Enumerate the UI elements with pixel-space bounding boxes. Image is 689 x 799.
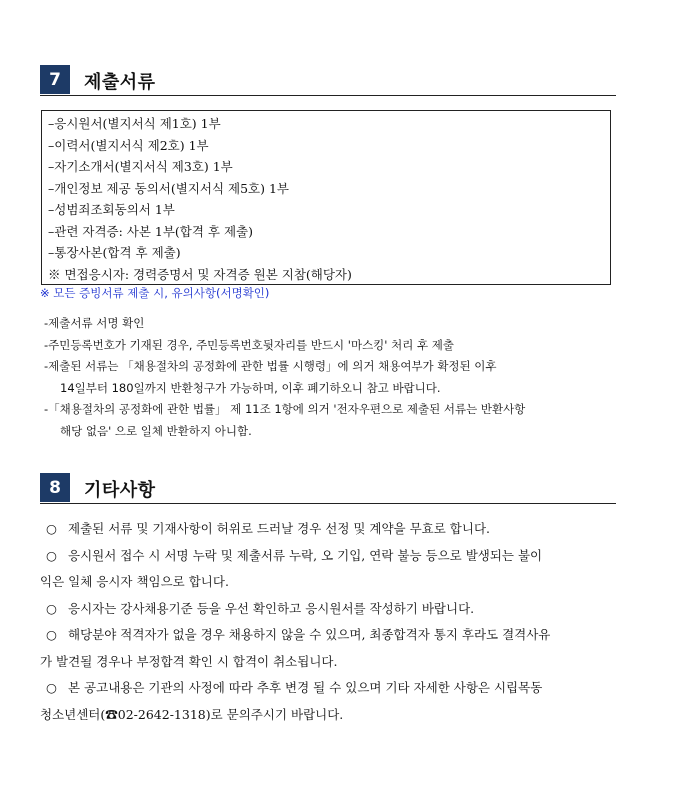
other-matters-line — [40, 516, 620, 543]
other-matters-line — [40, 622, 620, 649]
required-documents-box — [41, 110, 611, 285]
other-matters-line — [40, 543, 620, 570]
circle-bullet-icon: ○ — [46, 547, 57, 563]
other-matters-text: 제출된 서류 및 기재사항이 허위로 드러날 경우 선정 및 계약을 무효로 합니다. — [68, 521, 491, 536]
section-7-header — [40, 65, 616, 96]
blue-notice: ※ 모든 증빙서류 제출 시, 유의사항(서명확인) — [40, 286, 270, 300]
document-item: –통장사본(합격 후 제출) — [48, 245, 181, 260]
section-title: 제출서류 — [84, 72, 156, 93]
other-matters-text: 응시원서 접수 시 서명 누락 및 제출서류 누락, 오 기입, 연락 불능 등으로 발생되는 불이 — [68, 547, 543, 563]
other-matters-line — [40, 569, 620, 596]
other-matters-list — [40, 516, 620, 728]
document-item: –관련 자격증: 사본 1부(합격 후 제출) — [48, 223, 254, 239]
document-item: –응시원서(별지서식 제1호) 1부 — [48, 116, 221, 131]
note-line: 해당 없음' 으로 일체 반환하지 아니함. — [60, 423, 252, 438]
section-title: 기타사항 — [84, 480, 156, 501]
document-item: ※ 면접응시자: 경력증명서 및 자격증 원본 지참(해당자) — [48, 266, 352, 282]
other-matters-line — [40, 596, 620, 623]
document-item: –이력서(별지서식 제2호) 1부 — [48, 137, 209, 153]
circle-bullet-icon: ○ — [46, 680, 57, 695]
other-matters-line — [40, 675, 620, 702]
section-number-badge: 8 — [40, 473, 70, 502]
circle-bullet-icon: ○ — [46, 521, 57, 536]
other-matters-line — [40, 649, 620, 676]
note-line: 14일부터 180일까지 반환청구가 가능하며, 이후 폐기하오니 참고 바랍니다. — [60, 380, 441, 395]
document-item: –성범죄조회동의서 1부 — [48, 202, 175, 217]
document-item: –개인정보 제공 동의서(별지서식 제5호) 1부 — [48, 180, 290, 196]
other-matters-text: 익은 일체 응시자 책임으로 합니다. — [40, 574, 229, 589]
document-item: –자기소개서(별지서식 제3호) 1부 — [48, 159, 233, 174]
note-line: -제출서류 서명 확인 — [44, 316, 145, 330]
note-line: -「채용절차의 공정화에 관한 법률」 제 11조 1항에 의거 '전자우편으로 제출된 서류는 반환사항 — [44, 402, 526, 416]
other-matters-text: 응시자는 강사채용기준 등을 우선 확인하고 응시원서를 작성하기 바랍니다. — [68, 600, 475, 616]
circle-bullet-icon: ○ — [46, 600, 57, 616]
other-matters-text: 해당분야 적격자가 없을 경우 채용하지 않을 수 있으며, 최종합격자 통지 후라도 결격사유 — [68, 627, 551, 642]
other-matters-text: 청소년센터(☎02-2642-1318)로 문의주시기 바랍니다. — [40, 706, 344, 722]
note-line: -제출된 서류는 「채용절차의 공정화에 관한 법률 시행령」에 의거 채용여부가 확정된 이후 — [44, 359, 497, 373]
other-matters-text: 가 발견될 경우나 부정합격 확인 시 합격이 취소됩니다. — [40, 653, 338, 669]
note-line: -주민등록번호가 기재된 경우, 주민등록번호뒷자리를 반드시 '마스킹' 처리 후 제출 — [44, 337, 454, 352]
section-8-header — [40, 473, 616, 504]
other-matters-text: 본 공고내용은 기관의 사정에 따라 추후 변경 될 수 있으며 기타 자세한 사항은 시립목동 — [68, 680, 543, 695]
other-matters-line — [40, 702, 620, 729]
submission-notes — [44, 313, 624, 442]
circle-bullet-icon: ○ — [46, 627, 57, 642]
section-number-badge: 7 — [40, 65, 70, 94]
